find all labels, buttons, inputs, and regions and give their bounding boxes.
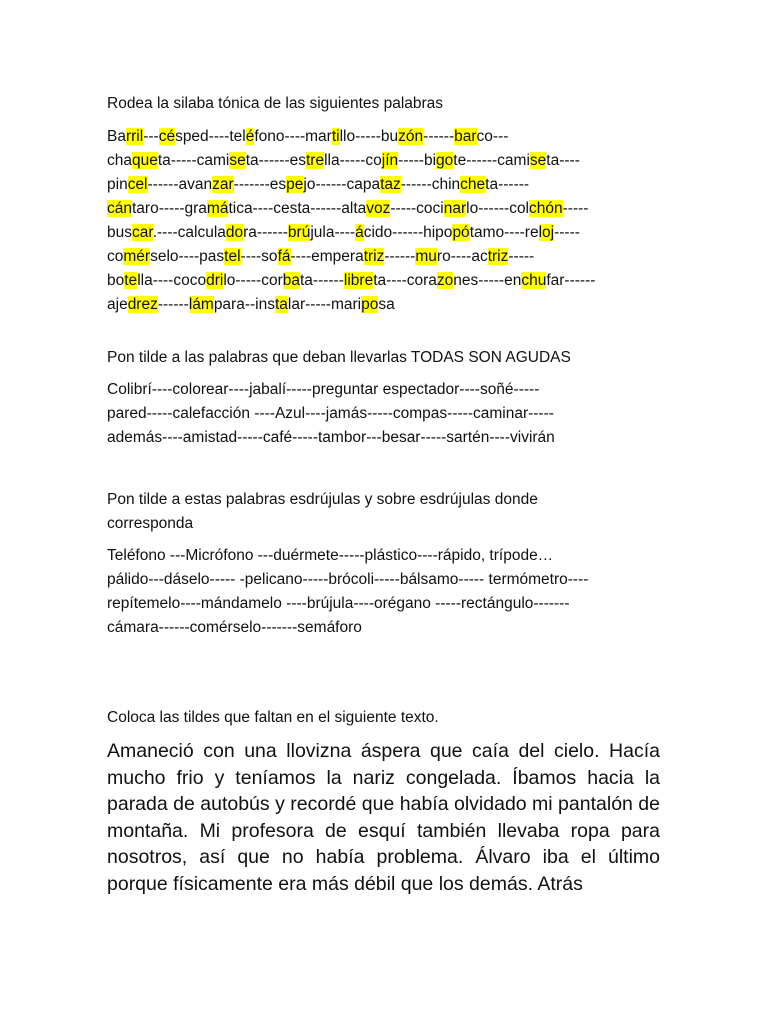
highlighted-syllable: lám xyxy=(188,296,214,313)
section1-word-lines xyxy=(107,125,667,317)
highlighted-syllable: car xyxy=(132,224,153,241)
section3-word-lines xyxy=(107,544,667,640)
word-fragment: ta------ xyxy=(299,272,344,289)
section-silaba-tonica xyxy=(107,92,667,317)
word-fragment: --- xyxy=(143,128,159,145)
word-fragment: ----empera xyxy=(290,248,364,265)
highlighted-syllable: voz xyxy=(366,200,391,217)
section4-paragraph: Amaneció con una llovizna áspera que caía del cielo. Hacía mucho frio y teníamos la nariz congelada. Íbamos hacia la parada de autobús y recordé que había olvidado mi pantalón de montaña. Mi profesora de esquí también llevaba ropa para nosotros, así que no había problema. Álvaro iba el último porque físicamente era más débil que los demás. Atrás xyxy=(107,740,660,895)
word-fragment: sa xyxy=(378,296,395,313)
word-fragment: cha xyxy=(107,152,132,169)
highlighted-syllable: cé xyxy=(158,128,176,145)
section3-line: pálido---dáselo----- -pelicano-----brócoli-----bálsamo----- termómetro---- xyxy=(107,571,589,588)
highlighted-syllable: po xyxy=(361,296,379,313)
highlighted-syllable: zar xyxy=(212,176,234,193)
highlighted-syllable: cán xyxy=(107,200,132,217)
word-fragment: ta---- xyxy=(546,152,580,169)
word-fragment: co--- xyxy=(476,128,509,145)
highlighted-syllable: que xyxy=(132,152,158,169)
highlighted-syllable: é xyxy=(245,128,255,145)
word-fragment: .----calcula xyxy=(152,224,226,241)
highlighted-syllable: taz xyxy=(380,176,401,193)
section-agudas xyxy=(107,346,667,450)
word-fragment: lar-----mari xyxy=(287,296,362,313)
section1-line xyxy=(107,245,667,269)
word-fragment: lla-----co xyxy=(324,152,382,169)
word-fragment: bo xyxy=(107,272,125,289)
highlighted-syllable: do xyxy=(225,224,244,241)
word-fragment: lo------col xyxy=(466,200,530,217)
highlighted-syllable: ta xyxy=(274,296,288,313)
word-fragment: ------ xyxy=(423,128,455,145)
word-fragment: ------chin xyxy=(400,176,461,193)
section2-line: Colibrí----colorear----jabalí-----preguntar espectador----soñé----- xyxy=(107,381,540,398)
word-fragment: far------ xyxy=(546,272,596,289)
highlighted-syllable: mér xyxy=(123,248,151,265)
highlighted-syllable: tel xyxy=(224,248,241,265)
section-texto xyxy=(107,706,667,730)
highlighted-syllable: te xyxy=(124,272,138,289)
word-fragment: Ba xyxy=(107,128,126,145)
section1-line xyxy=(107,149,667,173)
section1-heading: Rodea la silaba tónica de las siguientes palabras xyxy=(107,95,444,112)
section1-line xyxy=(107,173,667,197)
highlighted-syllable: chón xyxy=(529,200,563,217)
word-fragment: sped----tel xyxy=(175,128,246,145)
word-fragment: fono----mar xyxy=(254,128,332,145)
section3-heading-line: Pon tilde a estas palabras esdrújulas y sobre esdrújulas donde xyxy=(107,491,538,508)
section1-line xyxy=(107,293,667,317)
highlighted-syllable: cel xyxy=(127,176,148,193)
word-fragment: ----so xyxy=(240,248,278,265)
word-fragment: taro-----gra xyxy=(132,200,207,217)
highlighted-syllable: li xyxy=(343,272,351,289)
highlighted-syllable: ti xyxy=(331,128,340,145)
highlighted-syllable: dri xyxy=(206,272,224,289)
highlighted-syllable: zón xyxy=(398,128,424,145)
highlighted-syllable: bre xyxy=(350,272,374,289)
word-fragment: tica----cesta------alta xyxy=(228,200,367,217)
section1-line xyxy=(107,125,667,149)
word-fragment: te------cami xyxy=(453,152,530,169)
section3-heading xyxy=(107,488,667,536)
highlighted-syllable: brú xyxy=(287,224,311,241)
highlighted-syllable: zo xyxy=(436,272,454,289)
word-fragment: -----coci xyxy=(390,200,444,217)
word-fragment: llo-----bu xyxy=(339,128,399,145)
highlighted-syllable: tre xyxy=(306,152,325,169)
word-fragment: ta------ xyxy=(485,176,530,193)
highlighted-syllable: bar xyxy=(454,128,477,145)
highlighted-syllable: se xyxy=(529,152,547,169)
word-fragment: lla----coco xyxy=(137,272,207,289)
highlighted-syllable: má xyxy=(206,200,229,217)
word-fragment: selo----pas xyxy=(150,248,225,265)
highlighted-syllable: fá xyxy=(277,248,291,265)
word-fragment: ta----cora xyxy=(373,272,437,289)
highlighted-syllable: jín xyxy=(381,152,399,169)
word-fragment: bus xyxy=(107,224,132,241)
highlighted-syllable: triz xyxy=(487,248,509,265)
word-fragment: jo------capa xyxy=(303,176,381,193)
word-fragment: ----- xyxy=(554,224,580,241)
word-fragment: ta------es xyxy=(245,152,306,169)
word-fragment: jula---- xyxy=(310,224,356,241)
word-fragment: ------ xyxy=(384,248,416,265)
highlighted-syllable: mu xyxy=(415,248,437,265)
highlighted-syllable: nar xyxy=(443,200,467,217)
section2-heading: Pon tilde a las palabras que deban llevarlas TODAS SON AGUDAS xyxy=(107,349,571,366)
word-fragment: aje xyxy=(107,296,128,313)
section3-heading-line: corresponda xyxy=(107,515,194,532)
word-fragment: ta-----cami xyxy=(157,152,230,169)
highlighted-syllable: che xyxy=(460,176,486,193)
section3-line: Teléfono ---Micrófono ---duérmete-----plástico----rápido, trípode… xyxy=(107,547,554,564)
word-fragment: ro----ac xyxy=(436,248,488,265)
highlighted-syllable: chu xyxy=(521,272,547,289)
word-fragment: ra------ xyxy=(243,224,288,241)
highlighted-syllable: drez xyxy=(127,296,158,313)
word-fragment: ------avan xyxy=(147,176,213,193)
section1-line xyxy=(107,269,667,293)
word-fragment: -----bi xyxy=(398,152,437,169)
highlighted-syllable: go xyxy=(436,152,454,169)
highlighted-syllable: ba xyxy=(282,272,300,289)
highlighted-syllable: rril xyxy=(125,128,144,145)
highlighted-syllable: se xyxy=(229,152,246,169)
section-esdrujulas xyxy=(107,488,667,640)
word-fragment: ------ xyxy=(157,296,189,313)
highlighted-syllable: á xyxy=(355,224,364,241)
word-fragment: ----- xyxy=(562,200,589,217)
word-fragment: para--ins xyxy=(213,296,275,313)
section3-line: cámara------comérselo-------semáforo xyxy=(107,619,362,636)
highlighted-syllable: pe xyxy=(286,176,304,193)
word-fragment: tamo----re xyxy=(469,224,539,241)
word-fragment: nes-----en xyxy=(453,272,522,289)
word-fragment: ----- xyxy=(508,248,535,265)
word-fragment: lo-----cor xyxy=(223,272,283,289)
section4-heading: Coloca las tildes que faltan en el siguiente texto. xyxy=(107,709,439,726)
section1-line xyxy=(107,221,667,245)
section3-line: repítemelo----mándamelo ----brújula----orégano -----rectángulo------- xyxy=(107,595,570,612)
section2-line: además----amistad-----café-----tambor---besar-----sartén----vivirán xyxy=(107,429,555,446)
word-fragment: cido------hipo xyxy=(363,224,453,241)
word-fragment: pin xyxy=(107,176,128,193)
section2-line: pared-----calefacción ----Azul----jamás-----compas-----caminar----- xyxy=(107,405,554,422)
word-fragment: co xyxy=(107,248,124,265)
highlighted-syllable: triz xyxy=(363,248,385,265)
highlighted-syllable: pó xyxy=(452,224,470,241)
word-fragment: -------es xyxy=(233,176,287,193)
section2-word-lines xyxy=(107,378,667,450)
highlighted-syllable: loj xyxy=(538,224,555,241)
section1-line xyxy=(107,197,667,221)
